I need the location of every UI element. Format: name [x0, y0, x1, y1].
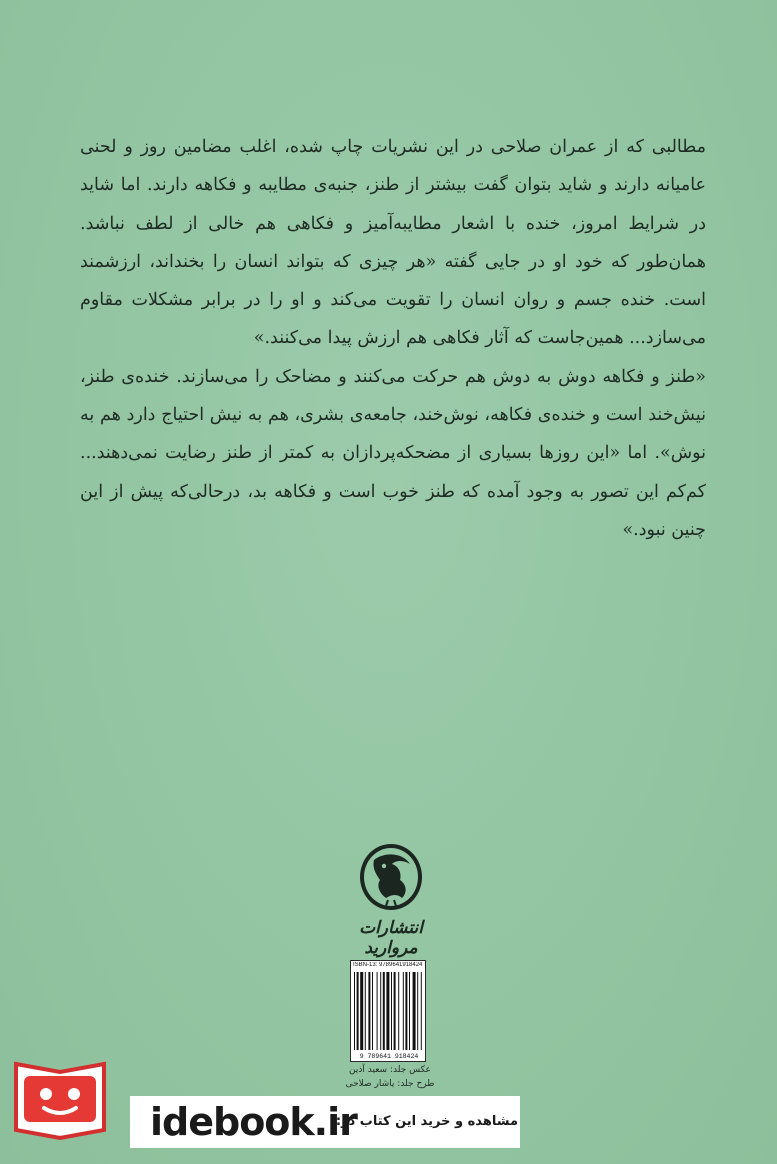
isbn-label: ISBN-13: 9789641918424 — [353, 962, 423, 968]
isbn-barcode — [350, 960, 426, 1062]
barcode-bars — [354, 972, 424, 1050]
cover-design-credit: طرح جلد: یاشار صلاحی — [345, 1079, 435, 1089]
watermark-banner — [10, 1054, 518, 1154]
blurb-paragraph-1: مطالبی که از عمران صلاحی در این نشریات چاپ شده، اغلب مضامین روز و لحنی عامیانه دارند و شاید بتوان گفت بیشتر از طنز، جنبه‌ی مطایبه و فکاهه دارند. اما شاید در شرایط امروز، خنده با اشعار مطایبه‌آمیز و فکاهی هم خالی از لطف نباشد. همان‌طور که خود او در جایی گفته «هر چیزی که بتواند انسان را بخنداند، ارزشمند است. خنده جسم و روان انسان را تقویت می‌کند و او را در برابر مشکلات مقاوم می‌سازد... همین‌جاست که آثار فکاهی هم ارزش پیدا می‌کنند.» — [80, 137, 706, 349]
blurb-paragraph-2: «طنز و فکاهه دوش به دوش هم حرکت می‌کنند و مضاحک را می‌سازند. خنده‌ی طنز، نیش‌خند است و خنده‌ی فکاهه، نوش‌خند، جامعه‌ی بشری، هم به نیش احتیاج دارد هم به نوش». اما «این روزها بسیاری از مضحکه‌پردازان به کمتر از طنز رضایت نمی‌دهند... کم‌کم این تصور به وجود آمده که طنز خوب است و فکاهه بد، درحالی‌که پیش از این چنین نبود.» — [80, 366, 706, 540]
watermark-brand[interactable]: idebook.ir — [150, 1100, 357, 1144]
blurb-text — [80, 128, 706, 549]
cover-photo-credit: عکس جلد: سعید آذین — [349, 1065, 431, 1075]
book-face-icon — [10, 1054, 110, 1144]
publisher-name: انتشارات مروارید — [359, 918, 423, 958]
watermark-cta: مشاهده و خرید این کتاب در: — [335, 1114, 518, 1129]
publisher-block — [336, 842, 446, 957]
peacock-logo-icon — [358, 842, 424, 912]
isbn-digits: 9 789641 918424 — [359, 1053, 419, 1060]
